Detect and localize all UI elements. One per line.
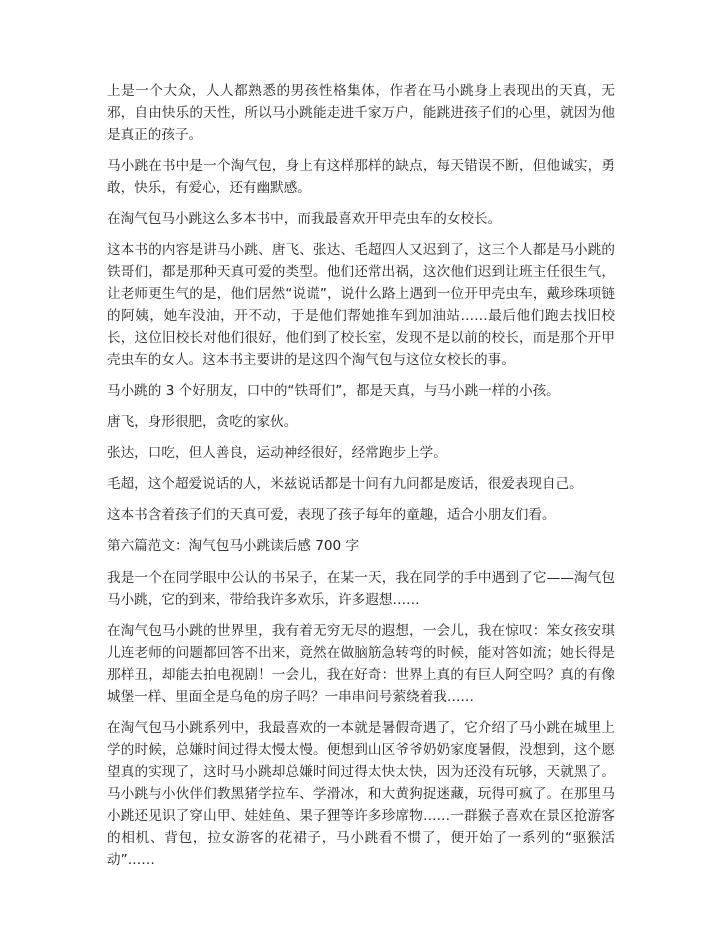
document-page (107, 80, 615, 880)
paragraph: 马小跳的 3 个好朋友，口中的“铁哥们”，都是天真，与马小跳一样的小孩。 (107, 383, 560, 399)
paragraph: 马小跳在书中是一个淘气包，身上有这样那样的缺点，每天错误不断，但他诚实，勇敢，快乐，有爱心，还有幽默感。 (107, 158, 615, 196)
paragraph: 毛超，这个超爱说话的人，米兹说话都是十问有九问都是废话，很爱表现自己。 (107, 476, 583, 492)
paragraph: 上是一个大众，人人都熟悉的男孩性格集体，作者在马小跳身上表现出的天真，无邪，自由快乐的天性，所以马小跳能走进千家万户，能跳进孩子们的心里，就因为他是真正的孩子。 (107, 83, 615, 143)
paragraph: 张达，口吃，但人善良，运动神经很好，经常跑步上学。 (107, 445, 447, 461)
paragraph: 在淘气包马小跳这么多本书中，而我最喜欢开甲壳虫车的女校长。 (107, 211, 502, 227)
paragraph: 这本书含着孩子们的天真可爱，表现了孩子每年的童趣，适合小朋友们看。 (107, 507, 556, 523)
paragraph: 在淘气包马小跳的世界里，我有着无穷无尽的遐想，一会儿，我在惊叹：笨女孩安琪儿连老师的问题都回答不出来，竟然在做脑筋急转弯的时候，能对答如流；她长得是那样丑，却能去拍电视剧！一会儿，我在好奇：世界上真的有巨人阿空吗？真的有像城堡一样、里面全是乌龟的房子吗？一串串问号萦绕着我…… (107, 623, 615, 705)
section-heading: 第六篇范文：淘气包马小跳读后感 700 字 (107, 538, 360, 554)
paragraph: 唐飞，身形很肥，贪吃的家伙。 (107, 414, 298, 430)
paragraph: 这本书的内容是讲马小跳、唐飞、张达、毛超四人又迟到了，这三个人都是马小跳的铁哥们，都是那种天真可爱的类型。他们还常出祸，这次他们迟到让班主任很生气，让老师更生气的是，他们居然“说谎”，说什么路上遇到一位开甲壳虫车，戴珍珠项链的阿姨，她车没油，开不动，于是他们帮她推车到加油站……最后他们跑去找旧校长，这位旧校长对他们很好，他们到了校长室，发现不是以前的校长，而是那个开甲壳虫车的女人。这本书主要讲的是这四个淘气包与这位女校长的事。 (107, 242, 615, 368)
paragraph: 在淘气包马小跳系列中，我最喜欢的一本就是暑假奇遇了，它介绍了马小跳在城里上学的时候，总嫌时间过得太慢太慢。便想到山区爷爷奶奶家度暑假，没想到，这个愿望真的实现了，这时马小跳却总嫌时间过得太快太快，因为还没有玩够，天就黑了。马小跳与小伙伴们教黑猪学拉车、学滑冰，和大黄狗捉迷藏，玩得可疯了。在那里马小跳还见识了穿山甲、娃娃鱼、果子狸等许多珍席物……一群猴子喜欢在景区抢游客的相机、背包，拉女游客的花裙子，马小跳看不惯了，便开始了一系列的“驱猴活动”…… (107, 720, 615, 868)
paragraph: 我是一个在同学眼中公认的书呆子，在某一天，我在同学的手中遇到了它——淘气包马小跳，它的到来，带给我许多欢乐，许多遐想…… (107, 570, 615, 608)
